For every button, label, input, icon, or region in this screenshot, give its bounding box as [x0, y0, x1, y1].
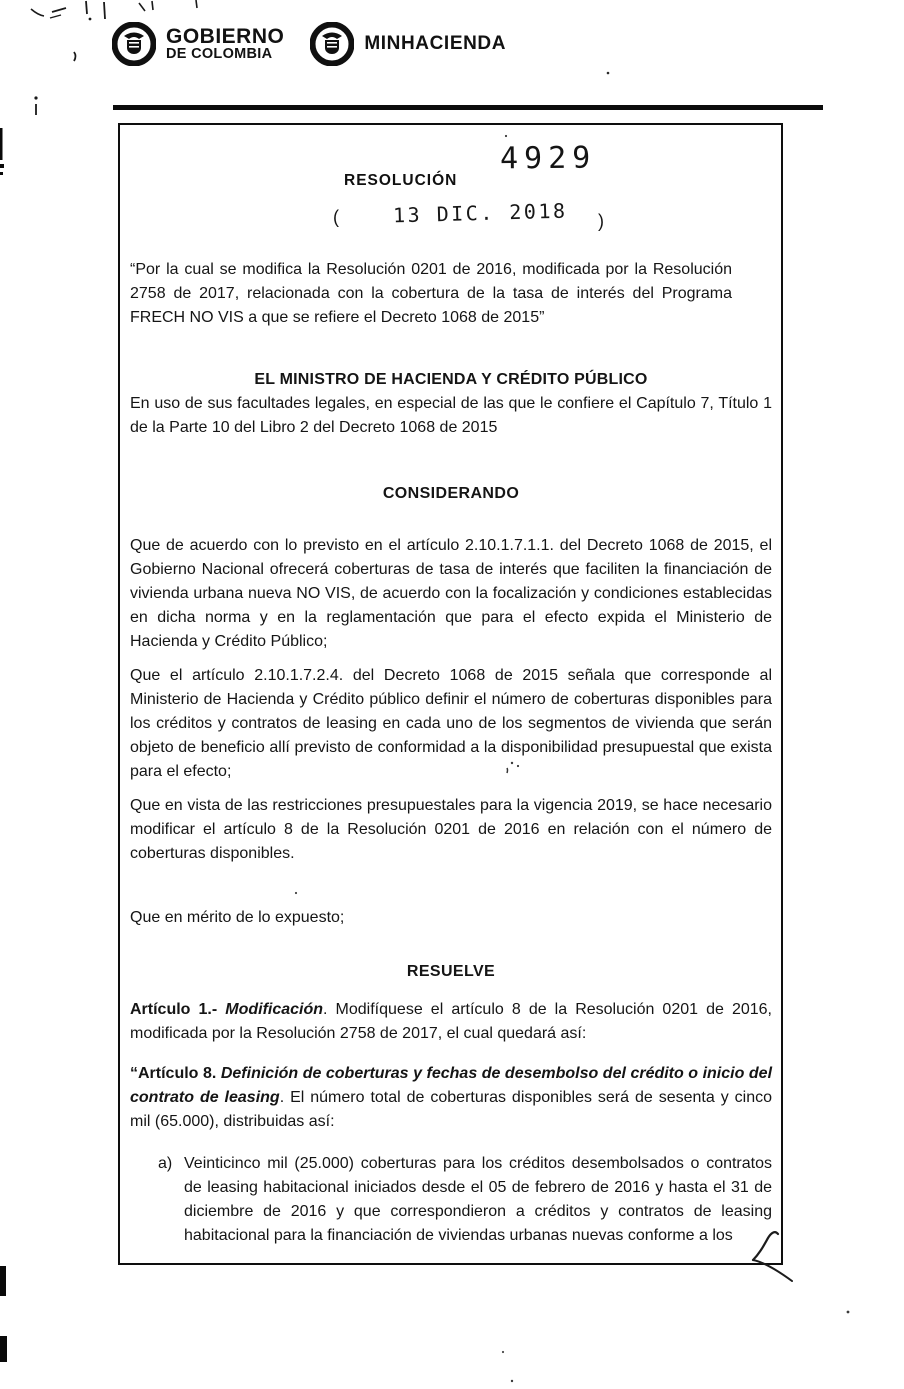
colombia-coat-of-arms-icon [112, 22, 156, 66]
gobierno-logo-line1: GOBIERNO [166, 24, 285, 48]
gobierno-logo-text [166, 26, 284, 62]
resuelve-heading: RESUELVE [406, 963, 496, 980]
article-8-body: . El número total de coberturas disponibles será de sesenta y cinco mil (65.000), distribuidas así: [130, 1089, 772, 1130]
colombia-coat-of-arms-icon [310, 22, 354, 66]
header-divider-rule [113, 105, 823, 110]
article-1-paragraph [130, 998, 772, 1046]
list-item-a-marker: a) [158, 1155, 173, 1172]
merito-statement: Que en mérito de lo expuesto; [130, 909, 345, 926]
minhacienda-logo-text [364, 34, 506, 53]
issuing-authority: EL MINISTRO DE HACIENDA Y CRÉDITO PÚBLICO [254, 371, 648, 388]
article-8-paragraph [130, 1062, 772, 1134]
gobierno-de-colombia-logo [112, 22, 284, 66]
resolution-number-stamp: 4929 [499, 140, 597, 177]
article-1-body: . Modifíquese el artículo 8 de la Resolución 0201 de 2016, modificada por la Resolución 2758 de 2017, el cual quedará así: [130, 1001, 773, 1042]
page-header [112, 22, 506, 66]
date-paren-close: ) [598, 211, 604, 231]
minhacienda-logo-label: MINHACIENDA [364, 33, 507, 55]
list-item-a [130, 1152, 772, 1248]
gobierno-logo-line2: DE COLOMBIA [166, 46, 273, 63]
document-content [120, 125, 781, 1248]
article-1-title: Modificación [225, 1001, 324, 1018]
article-8-label: “Artículo 8. [130, 1065, 217, 1082]
considerando-paragraph-2: Que el artículo 2.10.1.7.2.4. del Decreto 1068 de 2015 señala que corresponde al Ministerio de Hacienda y Crédito público definir el número de coberturas disponibles para los créditos y contratos de leasing en cada uno de los segmentos de vivienda que serán objeto de beneficio allí previsto de conformidad a la disponibilidad presupuestal que exista para el efecto; [130, 667, 772, 780]
document-frame [118, 123, 783, 1265]
considerando-paragraph-1: Que de acuerdo con lo previsto en el artículo 2.10.1.7.1.1. del Decreto 1068 de 2015, el Gobierno Nacional ofrecerá coberturas de tasa de interés que faciliten la financiación de vivienda urbana nueva NO VIS, de acuerdo con la focalización y condiciones establecidas en dicha norma y en la reglamentación que para el efecto expida el Ministerio de Hacienda y Crédito Público; [130, 537, 772, 650]
legal-powers-statement: En uso de sus facultades legales, en especial de las que le confiere el Capítulo 7, Título 1 de la Parte 10 del Libro 2 del Decreto 1068 de 2015 [130, 395, 772, 436]
resolution-title: RESOLUCIÓN [344, 172, 458, 189]
considerando-paragraph-3: Que en vista de las restricciones presupuestales para la vigencia 2019, se hace necesario modificar el artículo 8 de la Resolución 0201 de 2016 en relación con el número de coberturas disponibles. [130, 797, 772, 862]
title-and-stamp-area [130, 125, 772, 258]
date-paren-open: ( [333, 207, 339, 227]
resolution-subject: “Por la cual se modifica la Resolución 0201 de 2016, modificada por la Resolución 2758 de 2017, relacionada con la cobertura de la tasa de interés del Programa FRECH NO VIS a que se refiere el Decreto 1068 de 2015” [130, 261, 732, 326]
date-stamp: 13 DIC. 2018 [392, 198, 568, 228]
minhacienda-logo [310, 22, 506, 66]
article-1-label: Artículo 1.- [130, 1001, 218, 1018]
considerando-heading: CONSIDERANDO [382, 485, 520, 502]
list-item-a-text: Veinticinco mil (25.000) coberturas para los créditos desembolsados o contratos de leasing habitacional iniciados desde el 05 de febrero de 2016 y hasta el 31 de diciembre de 2016 y que correspondieron a créditos y contratos de leasing habitacional para la financiación de viviendas urbanas nuevas conforme a los [184, 1155, 772, 1244]
article-8-title: Definición de coberturas y fechas de desembolso del crédito o inicio del contrato de leasing [130, 1065, 773, 1106]
